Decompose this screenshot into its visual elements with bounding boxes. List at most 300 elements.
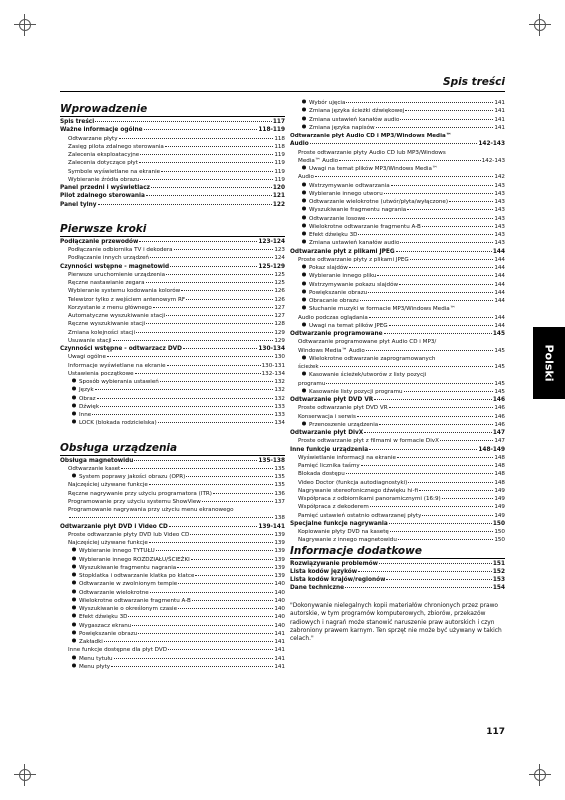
- toc-entry[interactable]: [290, 536, 505, 544]
- toc-entry[interactable]: [290, 396, 505, 404]
- dot-leader: [357, 416, 493, 417]
- toc-entry[interactable]: [60, 572, 285, 580]
- toc-entry[interactable]: [290, 239, 505, 247]
- toc-entry-title: [302, 116, 399, 124]
- toc-entry-page: 144: [492, 248, 505, 255]
- toc-entry[interactable]: [60, 296, 285, 304]
- toc-entry[interactable]: [60, 135, 285, 143]
- note-holder: [290, 593, 505, 643]
- toc-entry-text: Powiększanie obrazu: [79, 630, 138, 637]
- toc-entry-page: 144: [494, 322, 505, 329]
- dot-leader: [202, 501, 273, 502]
- toc-entry-text: Proste odtwarzanie płyty DVD lub Video CD: [68, 531, 190, 538]
- toc-entry[interactable]: [60, 646, 285, 654]
- dot-leader: [186, 299, 273, 300]
- toc-entry[interactable]: [60, 663, 285, 671]
- toc-entry-text: Programowanie nagrywania przy użyciu menu ekranowego: [68, 507, 234, 513]
- toc-entry[interactable]: [60, 337, 285, 345]
- toc-entry-page: 135: [274, 482, 285, 489]
- dot-leader: [442, 498, 494, 499]
- toc-entry[interactable]: [290, 297, 505, 305]
- toc-entry[interactable]: [60, 271, 285, 279]
- toc-entry-page: 140: [274, 589, 285, 596]
- dot-leader: [169, 526, 258, 527]
- toc-entry-text: Najczęściej używane funkcje: [68, 482, 148, 489]
- toc-entry-title: [302, 190, 383, 198]
- toc-entry[interactable]: [290, 495, 505, 503]
- toc-entry-title: [60, 457, 133, 465]
- toc-entry-page: 125: [274, 280, 285, 286]
- toc-entry-text: Inne funkcje urządzenia: [290, 446, 369, 453]
- toc-entry-text: Wstrzymywanie odtwarzania: [309, 182, 390, 189]
- toc-entry-page: 148: [494, 479, 505, 486]
- toc-entry[interactable]: [60, 613, 285, 621]
- dot-leader: [358, 234, 493, 235]
- toc-entry-title: [68, 296, 185, 304]
- toc-entry-page: 148: [494, 471, 505, 478]
- toc-entry[interactable]: [60, 419, 285, 427]
- toc-entry-title: [302, 297, 359, 305]
- toc-entry-text: Zmiana ustawień kanałów audio: [309, 240, 400, 247]
- toc-entry-text: Wyszukiwanie fragmentu nagrania: [309, 207, 407, 214]
- toc-entry-text: Przenoszenie urządzenia: [309, 421, 379, 428]
- dot-leader: [95, 389, 274, 390]
- dot-leader: [113, 340, 274, 341]
- toc-entry[interactable]: [60, 143, 285, 151]
- bullet-icon: [302, 240, 306, 244]
- bullet-icon: [72, 403, 76, 407]
- toc-entry-page: 143: [494, 207, 505, 214]
- toc-entry[interactable]: [60, 523, 285, 531]
- dot-leader: [107, 356, 273, 357]
- toc-entry-text: Odtwarzanie płyt DivX: [290, 430, 364, 436]
- toc-entry-page: 117: [272, 119, 285, 125]
- toc-entry-text: Symbole wyświetlane na ekranie: [68, 168, 161, 175]
- toc-entry-title: [72, 655, 113, 663]
- dot-leader: [374, 399, 492, 400]
- toc-entry[interactable]: [290, 584, 505, 592]
- toc-entry-page: 141: [494, 124, 505, 131]
- dot-leader: [166, 274, 273, 275]
- toc-entry-text: Korzystanie z menu głównego: [68, 304, 152, 311]
- dot-leader: [158, 422, 274, 423]
- toc-entry[interactable]: [290, 347, 505, 355]
- toc-entry-title: [68, 353, 106, 361]
- toc-entry[interactable]: [290, 560, 505, 568]
- toc-entry-page: 135: [274, 474, 285, 480]
- toc-entry-page: 145: [492, 331, 505, 337]
- toc-entry-text: Odtwarzane płyty: [68, 135, 118, 142]
- toc-entry[interactable]: [290, 248, 505, 256]
- toc-entry-page: 118-119: [258, 127, 285, 134]
- toc-entry[interactable]: [290, 363, 505, 371]
- toc-entry-text: Windows Media™ Audio: [298, 347, 365, 354]
- dot-leader: [386, 579, 491, 580]
- toc-entry[interactable]: [290, 314, 505, 322]
- dot-leader: [132, 625, 273, 626]
- toc-entry-page: 144: [494, 273, 505, 280]
- toc-entry-text: Panel przedni i wyświetlacz: [60, 185, 151, 191]
- toc-entry-page: 125-129: [258, 263, 285, 270]
- bullet-icon: [72, 581, 76, 585]
- toc-entry[interactable]: [290, 272, 505, 280]
- toc-entry-continued: [290, 165, 505, 173]
- toc-entry-text: Media™ Audio: [298, 157, 339, 164]
- toc-entry-title: [72, 411, 91, 419]
- toc-entry-title: [68, 370, 134, 378]
- dot-leader: [144, 129, 258, 130]
- toc-entry-title: [302, 231, 357, 239]
- dot-leader: [139, 162, 273, 163]
- dot-leader: [121, 468, 273, 469]
- toc-entry-text: Wybór ujęcia: [309, 100, 346, 106]
- bullet-icon: [302, 199, 306, 203]
- toc-entry[interactable]: [290, 157, 505, 165]
- toc-entry[interactable]: [60, 539, 285, 547]
- dot-leader: [161, 171, 273, 172]
- bullet-icon: [302, 322, 306, 326]
- toc-entry[interactable]: [290, 256, 505, 264]
- toc-entry-page: 139: [274, 564, 285, 571]
- toc-entry-text: Nagrywanie stereofonicznego dźwięku hi-fi: [298, 487, 419, 494]
- toc-entry-title: [72, 547, 155, 555]
- toc-entry[interactable]: [60, 411, 285, 419]
- toc-entry[interactable]: [290, 322, 505, 330]
- toc-entry-page: 146: [492, 397, 505, 403]
- dot-leader: [186, 476, 273, 477]
- toc-entry[interactable]: [60, 630, 285, 638]
- crop-mark-bottom-left: [14, 764, 36, 786]
- bullet-icon: [302, 273, 306, 277]
- toc-entry[interactable]: [290, 568, 505, 576]
- toc-entry-text: Ręczne nastawianie zegara: [68, 280, 145, 286]
- toc-entry[interactable]: [290, 380, 505, 388]
- toc-entry[interactable]: [60, 378, 285, 386]
- bullet-icon: [302, 281, 306, 285]
- toc-entry[interactable]: [60, 263, 285, 271]
- toc-entry-text: Telewizor tylko z wejściem antenowym RF: [68, 296, 186, 303]
- toc-entry[interactable]: [60, 254, 285, 262]
- toc-entry-text: Uwagi na temat plików MP3/Windows Media™: [309, 166, 438, 172]
- toc-entry-title: [60, 184, 150, 192]
- bullet-icon: [72, 395, 76, 399]
- dot-leader: [111, 666, 273, 667]
- toc-entry-text: Dźwięk: [79, 403, 100, 410]
- toc-entry[interactable]: [290, 330, 505, 338]
- dot-leader: [170, 266, 257, 267]
- dot-leader: [150, 257, 273, 258]
- bullet-icon: [302, 116, 306, 120]
- toc-entry-text: Wybieranie systemu kodowania kolorów: [68, 288, 181, 295]
- toc-entry[interactable]: [60, 176, 285, 184]
- toc-entry[interactable]: [60, 481, 285, 489]
- copyright-note: "Dokonywanie nielegalnych kopii materiałów chronionych przez prawo autorskie, w tym programów komputerowych, zbiorów, przekazów radiowych i nagrań może stanowić naruszenie praw autorskich i czyn zabroniony prawem karnym. Ten sprzęt nie może być używany w takich celach.": [290, 603, 502, 643]
- toc-entry-text: Uwagi ogólne: [68, 354, 106, 361]
- dot-leader: [150, 592, 274, 593]
- toc-entry-page: 147: [492, 430, 505, 436]
- toc-entry-page: 145: [494, 380, 505, 387]
- toc-entry[interactable]: [290, 437, 505, 445]
- dot-leader: [138, 633, 273, 634]
- toc-entry-text: Kasowanie listy pozycji programu: [309, 388, 403, 395]
- toc-entry[interactable]: [60, 547, 285, 555]
- toc-entry[interactable]: [290, 404, 505, 412]
- toc-entry[interactable]: [290, 421, 505, 429]
- toc-entry-title: [68, 362, 166, 370]
- toc-entry[interactable]: [60, 457, 285, 465]
- toc-entry[interactable]: [60, 345, 285, 353]
- toc-entry[interactable]: [60, 465, 285, 473]
- toc-entry-title: [290, 396, 373, 404]
- toc-entry-text: Wybieranie innego TYTUŁU: [79, 548, 155, 555]
- toc-entry-title: [68, 168, 160, 176]
- dot-leader: [177, 567, 273, 568]
- toc-entry[interactable]: [290, 462, 505, 470]
- toc-entry[interactable]: [60, 238, 285, 246]
- toc-entry[interactable]: [60, 320, 285, 328]
- toc-entry[interactable]: [290, 446, 505, 454]
- toc-entry[interactable]: [290, 99, 505, 107]
- toc-entry-page: 143: [494, 240, 505, 247]
- dot-leader: [404, 391, 494, 392]
- toc-entry[interactable]: [60, 370, 285, 378]
- toc-entry[interactable]: [60, 329, 285, 337]
- toc-entry-title: [68, 531, 189, 539]
- toc-entry[interactable]: [290, 487, 505, 495]
- toc-entry-page: 133: [274, 412, 285, 418]
- toc-entry[interactable]: [290, 289, 505, 297]
- toc-entry-title: [72, 564, 176, 572]
- dot-leader: [399, 284, 493, 285]
- toc-entry-page: 150: [494, 537, 505, 544]
- toc-entry-page: 141: [494, 116, 505, 123]
- toc-entry[interactable]: [60, 201, 285, 209]
- toc-entry[interactable]: [290, 264, 505, 272]
- dot-leader: [213, 493, 273, 494]
- bullet-icon: [72, 606, 76, 610]
- toc-entry[interactable]: [290, 388, 505, 396]
- toc-entry[interactable]: [290, 479, 505, 487]
- dot-leader: [449, 201, 493, 202]
- toc-entry-title: [68, 481, 148, 489]
- toc-entry-page: 119: [274, 160, 285, 167]
- dot-leader: [183, 348, 257, 349]
- bullet-icon: [302, 265, 306, 269]
- toc-entry-title: [298, 380, 325, 388]
- toc-entry[interactable]: [290, 124, 505, 132]
- dot-leader: [140, 179, 273, 180]
- toc-entry-page: 139: [274, 548, 285, 555]
- toc-entry-page: 126: [274, 296, 285, 303]
- toc-entry-text: Audio: [290, 141, 309, 148]
- dot-leader: [146, 195, 272, 196]
- toc-entry[interactable]: [290, 512, 505, 520]
- toc-entry[interactable]: [60, 531, 285, 539]
- toc-entry[interactable]: [290, 576, 505, 584]
- toc-entry[interactable]: [290, 231, 505, 239]
- toc-entry[interactable]: [60, 403, 285, 411]
- toc-entry[interactable]: [60, 564, 285, 572]
- toc-entry[interactable]: [290, 116, 505, 124]
- toc-entry-text: LOCK (blokada rodzicielska): [79, 420, 157, 427]
- toc-entry-title: [68, 143, 164, 151]
- dot-leader: [369, 449, 477, 450]
- bullet-icon: [302, 298, 306, 302]
- toc-entry-title: [290, 584, 344, 592]
- toc-entry-page: 119: [274, 168, 285, 175]
- toc-entry[interactable]: [60, 622, 285, 630]
- toc-entry[interactable]: [60, 362, 285, 370]
- toc-entry[interactable]: [290, 503, 505, 511]
- toc-entry-text: Ustawienia początkowe: [68, 370, 134, 377]
- toc-entry-title: [298, 512, 421, 520]
- dot-leader: [167, 365, 261, 366]
- dot-leader: [135, 373, 261, 374]
- toc-entry-text: Efekt dźwięku 3D: [309, 232, 358, 238]
- dot-leader: [95, 121, 272, 122]
- toc-entry-page: 132: [274, 395, 285, 402]
- dot-leader: [366, 350, 493, 351]
- toc-entry-page: 135-138: [258, 457, 285, 464]
- toc-entry[interactable]: [60, 312, 285, 320]
- toc-entry[interactable]: [60, 118, 285, 126]
- dot-leader: [346, 102, 493, 103]
- toc-entry-page: 126: [274, 288, 285, 295]
- toc-entry[interactable]: [60, 597, 285, 605]
- toc-entry[interactable]: [290, 470, 505, 478]
- section-heading: Obsługa urządzenia: [60, 442, 285, 456]
- toc-entry-text: Wielokrotne odtwarzanie zaprogramowanych: [309, 355, 436, 362]
- dot-leader: [400, 242, 493, 243]
- toc-entry-page: 145: [494, 388, 505, 395]
- toc-entry-text: Efekt dźwięku 3D: [79, 614, 128, 621]
- toc-entry-text: Sposób wybierania ustawień: [79, 379, 159, 385]
- toc-entry-text: Zalecenia dotyczące płyt: [68, 160, 138, 167]
- toc-entry[interactable]: [60, 151, 285, 159]
- toc-entry-page: 139: [274, 573, 285, 579]
- toc-entry[interactable]: [60, 605, 285, 613]
- toc-entry[interactable]: [290, 190, 505, 198]
- toc-entry-title: [72, 403, 99, 411]
- toc-entry[interactable]: [60, 498, 285, 506]
- toc-entry-title: [302, 124, 375, 132]
- toc-entry[interactable]: [290, 520, 505, 528]
- dot-leader: [136, 332, 273, 333]
- toc-entry[interactable]: [60, 638, 285, 646]
- toc-entry[interactable]: [290, 223, 505, 231]
- toc-entry-title: [68, 337, 112, 345]
- toc-entry-title: [72, 638, 103, 646]
- toc-entry-title: [60, 345, 182, 353]
- toc-entry[interactable]: [290, 182, 505, 190]
- toc-entry[interactable]: [290, 198, 505, 206]
- toc-entry[interactable]: [60, 126, 285, 134]
- toc-entry[interactable]: [60, 580, 285, 588]
- toc-entry-text: Dane techniczne: [290, 585, 345, 592]
- toc-entry-title: [60, 118, 94, 126]
- toc-entry[interactable]: [290, 413, 505, 421]
- page-title: Spis treści: [443, 76, 505, 88]
- toc-entry-title: [72, 622, 131, 630]
- dot-leader: [310, 143, 478, 144]
- toc-entry-text: Powiększanie obrazu: [309, 289, 368, 296]
- dot-leader: [151, 187, 272, 188]
- dot-leader: [419, 490, 493, 491]
- dot-leader: [410, 259, 494, 260]
- toc-entry[interactable]: [290, 140, 505, 148]
- toc-entry[interactable]: [290, 454, 505, 462]
- dot-leader: [146, 282, 274, 283]
- toc-entry-continued: [290, 371, 505, 379]
- toc-entry-page: 145: [494, 364, 505, 370]
- toc-entry-title: [290, 429, 363, 437]
- toc-entry-page: 132: [274, 387, 285, 394]
- toc-entry-title: [290, 446, 368, 454]
- toc-entry-text: Wybieranie innego pliku: [309, 273, 377, 280]
- toc-entry[interactable]: [60, 473, 285, 481]
- bullet-icon: [72, 420, 76, 424]
- toc-entry-text: Ręczne nagrywanie przy użyciu programatora (ITR): [68, 490, 212, 497]
- toc-entry[interactable]: [60, 159, 285, 167]
- toc-entry[interactable]: [290, 206, 505, 214]
- toc-entry[interactable]: [290, 107, 505, 115]
- dot-leader: [165, 146, 273, 147]
- toc-entry[interactable]: [60, 192, 285, 200]
- toc-entry-title: [302, 223, 421, 231]
- toc-entry[interactable]: [60, 655, 285, 663]
- toc-entry-title: [72, 630, 137, 638]
- bullet-icon: [72, 597, 76, 601]
- dot-leader: [326, 383, 493, 384]
- toc-entry[interactable]: [60, 168, 285, 176]
- toc-entry[interactable]: [60, 184, 285, 192]
- toc-entry-title: [298, 157, 338, 165]
- toc-entry[interactable]: [60, 514, 285, 522]
- toc-entry-page: 137: [274, 498, 285, 505]
- bullet-icon: [72, 387, 76, 391]
- toc-entry[interactable]: [60, 556, 285, 564]
- toc-entry[interactable]: [290, 281, 505, 289]
- toc-entry[interactable]: [290, 173, 505, 181]
- toc-entry-page: 141: [274, 630, 285, 637]
- toc-entry-page: 142-143: [478, 141, 505, 148]
- toc-entry[interactable]: [60, 490, 285, 498]
- bullet-icon: [302, 215, 306, 219]
- toc-entry-text: Wyszukiwanie fragmentu nagrania: [79, 564, 177, 571]
- toc-entry-text: Wybieranie źródła obrazu: [68, 176, 140, 183]
- toc-entry-page: 130: [274, 354, 285, 361]
- toc-entry[interactable]: [60, 589, 285, 597]
- toc-entry[interactable]: [60, 246, 285, 254]
- toc-entry[interactable]: [290, 528, 505, 536]
- toc-entry[interactable]: [60, 395, 285, 403]
- toc-entry[interactable]: [60, 279, 285, 287]
- toc-entry-text: Audio: [298, 174, 314, 181]
- toc-entry-text: Nagrywanie z innego magnetowidu: [298, 537, 397, 544]
- toc-entry[interactable]: [60, 304, 285, 312]
- toc-entry[interactable]: [60, 287, 285, 295]
- toc-entry-title: [72, 395, 96, 403]
- toc-entry-title: [302, 198, 448, 206]
- toc-entry[interactable]: [60, 386, 285, 394]
- toc-entry-text: Podłączanie odbiornika TV i dekodera: [68, 247, 173, 253]
- toc-entry[interactable]: [290, 429, 505, 437]
- toc-entry-title: [298, 487, 418, 495]
- toc-entry[interactable]: [290, 215, 505, 223]
- toc-entry[interactable]: [60, 353, 285, 361]
- toc-entry-text: Obsługa magnetowidu: [60, 457, 134, 464]
- toc-entry-page: 148-149: [478, 446, 505, 453]
